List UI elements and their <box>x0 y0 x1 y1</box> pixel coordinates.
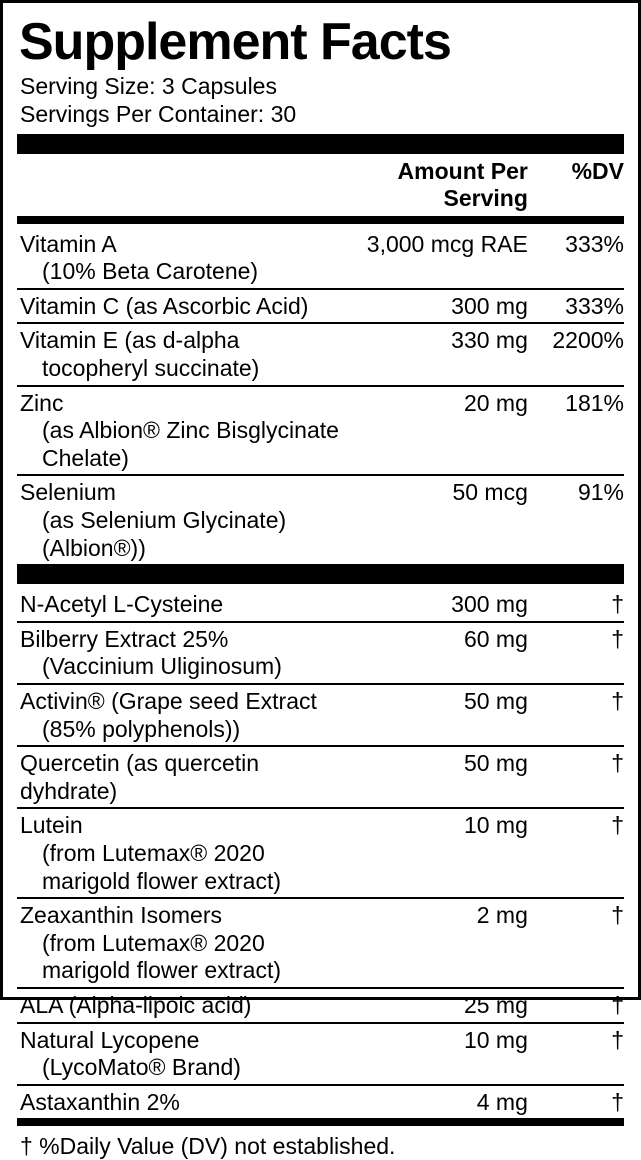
header-percent-dv: %DV <box>571 157 624 184</box>
servings-per-container: Servings Per Container: 30 <box>20 100 297 127</box>
nutrient-name: Selenium <box>20 479 116 506</box>
nutrient-dv: † <box>611 812 624 839</box>
table-row <box>17 899 624 987</box>
table-row <box>17 588 624 621</box>
other-ingredients-rows <box>17 588 624 1118</box>
nutrient-amount: 50 mcg <box>452 479 528 506</box>
nutrient-name: Zeaxanthin Isomers <box>20 902 222 929</box>
table-header-group <box>17 154 624 216</box>
nutrient-name: Vitamin E (as d-alpha <box>20 327 240 354</box>
nutrient-subtext: (as Albion® Zinc Bisglycinate Chelate) <box>42 417 339 471</box>
divider-medium-footer <box>17 1118 624 1126</box>
nutrient-subtext: (85% polyphenols)) <box>42 715 241 742</box>
nutrition-table <box>17 154 624 216</box>
table-row <box>17 809 624 897</box>
footnote: † %Daily Value (DV) not established. <box>20 1133 396 1160</box>
nutrient-dv: † <box>611 1026 624 1053</box>
table-row <box>17 290 624 323</box>
vitamins-rows <box>17 228 624 565</box>
nutrient-name: Zinc <box>20 389 64 416</box>
nutrient-name: Natural Lycopene <box>20 1026 200 1053</box>
nutrient-subtext: (from Lutemax® 2020 marigold flower extract) <box>42 929 282 984</box>
table-row <box>17 324 624 384</box>
nutrient-subtext: (Vaccinium Uliginosum) <box>42 653 282 680</box>
nutrient-dv: 333% <box>565 230 624 257</box>
table-row <box>17 1024 624 1084</box>
nutrient-amount: 2 mg <box>476 902 528 929</box>
nutrient-subtext: (LycoMato® Brand) <box>42 1054 241 1081</box>
vitamins-table <box>17 228 624 565</box>
table-row <box>17 1086 624 1119</box>
table-row <box>17 387 624 475</box>
table-row <box>17 747 624 807</box>
table-row <box>17 476 624 564</box>
divider-thick-top <box>17 134 624 154</box>
nutrient-name: Bilberry Extract 25% <box>20 625 229 652</box>
nutrient-amount: 4 mg <box>476 1088 528 1115</box>
nutrient-dv: 2200% <box>552 327 624 354</box>
nutrient-subtext: (10% Beta Carotene) <box>42 258 259 285</box>
nutrient-dv: † <box>611 625 624 652</box>
divider-medium-header <box>17 216 624 224</box>
nutrient-dv: † <box>611 1088 624 1115</box>
table-row <box>17 623 624 683</box>
table-row <box>17 989 624 1022</box>
nutrient-amount: 330 mg <box>451 327 528 354</box>
table-header-row <box>17 154 624 216</box>
table-row <box>17 228 624 288</box>
nutrient-dv: † <box>611 591 624 618</box>
nutrient-dv: 91% <box>577 479 624 506</box>
nutrient-dv: † <box>611 688 624 714</box>
nutrient-amount: 10 mg <box>463 1026 528 1053</box>
other-ingredients-table <box>17 588 624 1118</box>
table-row <box>17 685 624 745</box>
nutrient-amount: 60 mg <box>463 625 528 652</box>
nutrient-name: ALA (Alpha-lipoic acid) <box>20 991 252 1018</box>
nutrient-subtext: (from Lutemax® 2020 marigold flower extract) <box>42 839 282 894</box>
page-title: Supplement Facts <box>19 13 451 71</box>
nutrient-amount: 10 mg <box>463 812 528 839</box>
nutrient-amount: 300 mg <box>451 292 528 319</box>
nutrient-dv: † <box>611 902 624 929</box>
divider-thick-middle <box>17 564 624 584</box>
nutrient-amount: 3,000 mcg RAE <box>366 230 528 257</box>
nutrient-amount: 25 mg <box>463 991 528 1018</box>
nutrient-name: Activin® (Grape seed Extract <box>20 688 317 714</box>
nutrient-name: N-Acetyl L-Cysteine <box>20 591 224 618</box>
nutrient-dv: † <box>611 750 624 777</box>
nutrient-subtext: (as Selenium Glycinate) (Albion®)) <box>42 507 287 561</box>
header-name <box>17 154 351 216</box>
nutrient-amount: 50 mg <box>463 688 528 714</box>
nutrient-dv: 181% <box>565 389 624 416</box>
nutrient-amount: 20 mg <box>463 389 528 416</box>
nutrient-name: Quercetin (as quercetin dyhdrate) <box>20 750 260 804</box>
nutrient-name: Vitamin A <box>20 230 117 257</box>
nutrient-subtext: tocopheryl succinate) <box>42 355 260 382</box>
nutrient-name: Astaxanthin 2% <box>20 1088 180 1115</box>
nutrient-amount: 50 mg <box>463 750 528 777</box>
header-amount-per-serving: Amount Per Serving <box>397 157 528 211</box>
nutrient-dv: 333% <box>565 292 624 319</box>
nutrient-name: Vitamin C (as Ascorbic Acid) <box>20 292 309 319</box>
nutrient-amount: 300 mg <box>451 591 528 618</box>
serving-size: Serving Size: 3 Capsules <box>20 72 277 99</box>
nutrient-dv: † <box>611 991 624 1018</box>
nutrient-name: Lutein <box>20 812 83 839</box>
